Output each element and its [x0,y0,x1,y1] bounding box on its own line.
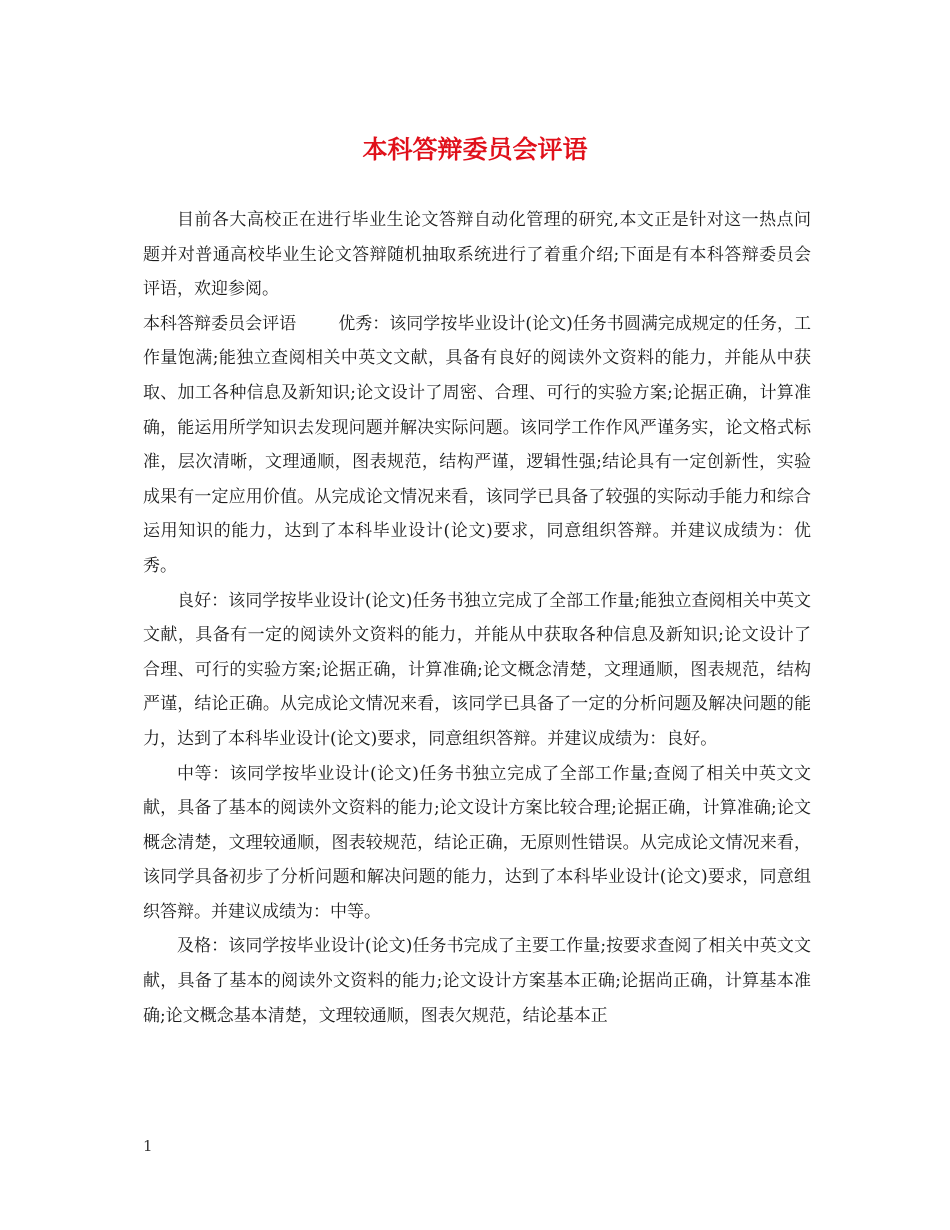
pass-paragraph: 及格：该同学按毕业设计(论文)任务书完成了主要工作量;按要求查阅了相关中英文文献，具备了基本的阅读外文资料的能力;论文设计方案基本正确;论据尚正确，计算基本准确;论文概念基本清楚，文理较通顺，图表欠规范，结论基本正 [143,936,811,1026]
excellent-text: 优秀：该同学按毕业设计(论文)任务书圆满完成规定的任务，工作量饱满;能独立查阅相关中英文文献，具备有良好的阅读外文资料的能力，并能从中获取、加工各种信息及新知识;论文设计了周密、合理、可行的实验方案;论据正确，计算准确，能运用所学知识去发现问题并解决实际问题。该同学工作作风严谨务实，论文格式标准，层次清晰，文理通顺，图表规范，结构严谨，逻辑性强;结论具有一定创新性，实验成果有一定应用价值。从完成论文情况来看，该同学已具备了较强的实际动手能力和综合运用知识的能力，达到了本科毕业设计(论文)要求，同意组织答辩。并建议成绩为：优秀。 [143,313,812,576]
medium-paragraph: 中等：该同学按毕业设计(论文)任务书独立完成了全部工作量;查阅了相关中英文文献，具备了基本的阅读外文资料的能力;论文设计方案比较合理;论据正确，计算准确;论文概念清楚，文理较通顺，图表较规范，结论正确，无原则性错误。从完成论文情况来看，该同学具备初步了分析问题和解决问题的能力，达到了本科毕业设计(论文)要求，同意组织答辩。并建议成绩为：中等。 [143,763,811,922]
document-title: 本科答辩委员会评语 [362,135,588,164]
good-paragraph: 良好：该同学按毕业设计(论文)任务书独立完成了全部工作量;能独立查阅相关中英文文献，具备有一定的阅读外文资料的能力，并能从中获取各种信息及新知识;论文设计了合理、可行的实验方案;论据正确，计算准确;论文概念清楚，文理通顺，图表规范，结构严谨，结论正确。从完成论文情况来看，该同学已具备了一定的分析问题及解决问题的能力，达到了本科毕业设计(论文)要求，同意组织答辩。并建议成绩为：良好。 [143,590,811,749]
document-body [143,203,811,1033]
page-number: 1 [143,1137,153,1155]
excellent-paragraph [143,307,811,584]
section-label: 本科答辩委员会评语 [143,313,297,334]
intro-paragraph: 目前各大高校正在进行毕业生论文答辩自动化管理的研究,本文正是针对这一热点问题并对普通高校毕业生论文答辩随机抽取系统进行了着重介绍;下面是有本科答辩委员会评语，欢迎参阅。 [143,210,811,300]
